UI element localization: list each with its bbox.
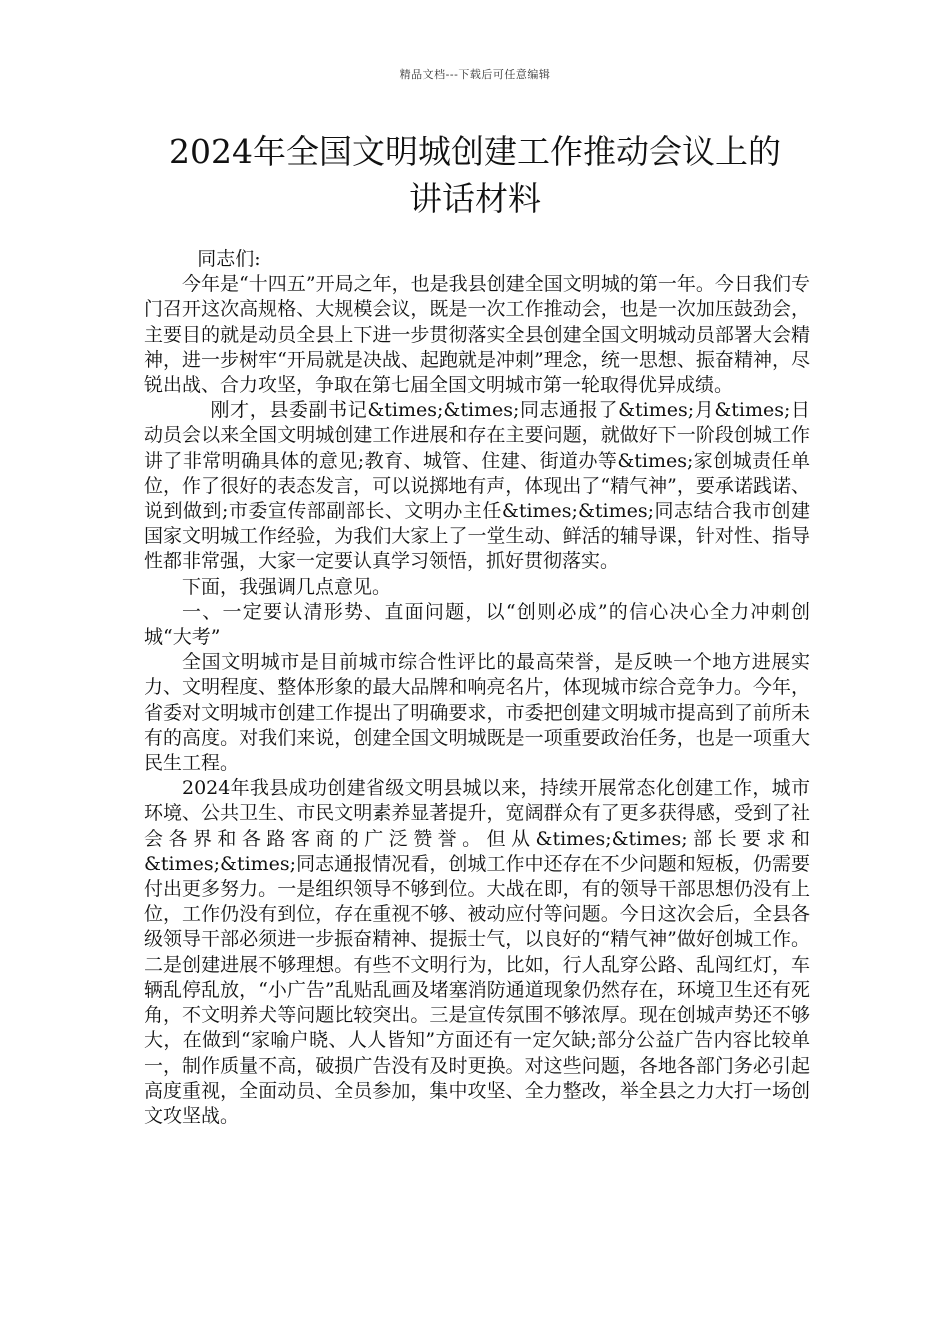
- paragraph-transition: 下面，我强调几点意见。: [182, 575, 392, 598]
- page-header: 精品文档---下载后可任意编辑: [399, 68, 551, 81]
- document-title: [120, 128, 830, 222]
- paragraph-opening: 今年是“十四五”开局之年，也是我县创建全国文明城的第一年。今日我们专门召开这次高规格、大规模会议，既是一次工作推动会，也是一次加压鼓劲会，主要目的就是动员全县上下进一步贯彻落实全县创建全国文明城动员部署大会精神，进一步树牢“开局就是决战、起跑就是冲刺”理念，统一思想、振奋精神，尽锐出战、合力攻坚，争取在第七届全国文明城市第一轮取得优异成绩。: [144, 273, 810, 397]
- paragraph-review: 刚才，县委副书记&times;&times;同志通报了&times;月&times;日动员会以来全国文明城创建工作进展和存在主要问题，就做好下一阶段创城工作讲了非常明确具体的意见;教育、城管、住建、街道办等&times;家创城责任单位，作了很好的表态发言，可以说掷地有声，体现出了“精气神”，要承诺践诺、说到做到;市委宣传部副部长、文明办主任&times;&times;同志结合我市创建国家文明城工作经验，为我们大家上了一堂生动、鲜活的辅导课，针对性、指导性都非常强，大家一定要认真学习领悟，抓好贯彻落实。: [144, 399, 810, 573]
- section-heading-1: 一、一定要认清形势、直面问题，以“创则必成”的信心决心全力冲刺创城“大考”: [144, 600, 810, 649]
- title-line-2: 讲话材料: [409, 179, 541, 218]
- title-line-1: 2024年全国文明城创建工作推动会议上的: [169, 132, 781, 171]
- paragraph-significance: 全国文明城市是目前城市综合性评比的最高荣誉，是反映一个地方进展实力、文明程度、整体形象的最大品牌和响亮名片，体现城市综合竞争力。今年，省委对文明城市创建工作提出了明确要求，市委把创建文明城市提高到了前所未有的高度。对我们来说，创建全国文明城既是一项重要政治任务，也是一项重大民生工程。: [144, 651, 810, 775]
- paragraph-problems: 2024年我县成功创建省级文明县城以来，持续开展常态化创建工作，城市环境、公共卫生、市民文明素养显著提升，宽阔群众有了更多获得感，受到了社会各界和各路客商的广泛赞誉。但从&times;&times;部长要求和&times;&times;同志通报情况看，创城工作中还存在不少问题和短板，仍需要付出更多努力。一是组织领导不够到位。大战在即，有的领导干部思想仍没有上位，工作仍没有到位，存在重视不够、被动应付等问题。今日这次会后，全县各级领导干部必须进一步振奋精神、提振士气，以良好的“精气神”做好创城工作。二是创建进展不够理想。有些不文明行为，比如，行人乱穿公路、乱闯红灯，车辆乱停乱放，“小广告”乱贴乱画及堵塞消防通道现象仍然存在，环境卫生还有死角，不文明养犬等问题比较突出。三是宣传氛围不够浓厚。现在创城声势还不够大，在做到“家喻户晓、人人皆知”方面还有一定欠缺;部分公益广告内容比较单一，制作质量不高，破损广告没有及时更换。对这些问题，各地各部门务必引起高度重视，全面动员、全员参加，集中攻坚、全力整改，举全县之力大打一场创文攻坚战。: [144, 777, 810, 1127]
- salutation: 同志们:: [197, 248, 261, 270]
- document-body: [144, 247, 810, 1129]
